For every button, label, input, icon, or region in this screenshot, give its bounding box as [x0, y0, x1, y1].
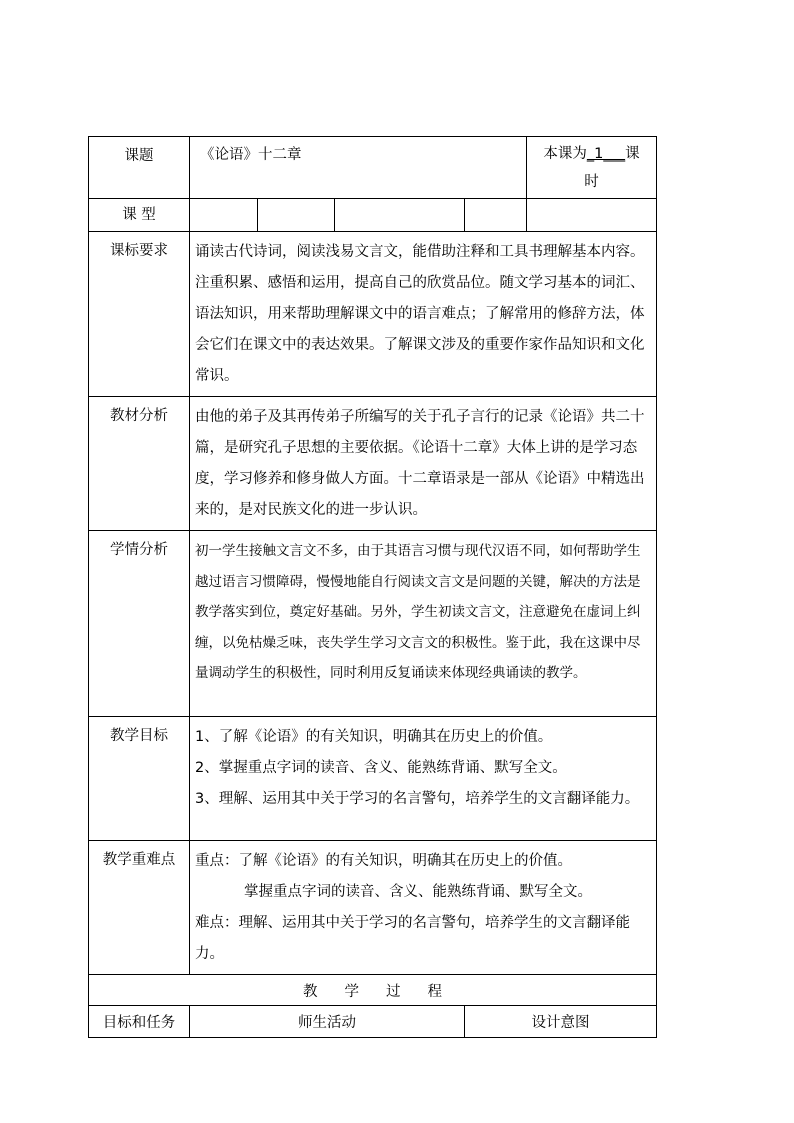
- curriculum-label: 课标要求: [89, 232, 190, 397]
- goal-item: 2、掌握重点字词的读音、含义、能熟练背诵、默写全文。: [195, 760, 567, 776]
- type-cell-3: [335, 199, 465, 232]
- header-design-intent: 设计意图: [465, 1006, 657, 1038]
- goal-item: 3、理解、运用其中关于学习的名言警句，培养学生的文言翻译能力。: [195, 791, 640, 807]
- topic-label: 课题: [89, 137, 190, 199]
- lesson-count: _1___: [586, 146, 626, 162]
- type-row: [89, 199, 657, 232]
- lesson-plan-table: [88, 136, 657, 1038]
- type-label: 课 型: [89, 199, 190, 232]
- process-row: [89, 975, 657, 1006]
- lesson-suffix: 课: [625, 146, 640, 162]
- curriculum-text: 诵读古代诗词，阅读浅易文言文，能借助注释和工具书理解基本内容。注重积累、感悟和运用，提高自己的欣赏品位。随文学习基本的词汇、语法知识，用来帮助理解课文中的语言难点；了解常用的修辞方法，体会它们在课文中的表达效果。了解课文涉及的重要作家作品知识和文化常识。: [190, 232, 657, 397]
- goals-label: 教学目标: [89, 717, 190, 841]
- lesson-count-cell: [527, 137, 657, 199]
- lesson-prefix: 本课为: [543, 146, 587, 162]
- goals-row: [89, 717, 657, 841]
- curriculum-row: [89, 232, 657, 397]
- header-activities: 师生活动: [190, 1006, 465, 1038]
- material-text: 由他的弟子及其再传弟子所编写的关于孔子言行的记录《论语》共二十篇，是研究孔子思想的主要依据。《论语十二章》大体上讲的是学习态度，学习修养和修身做人方面。十二章语录是一部从《论语》中精选出来的，是对民族文化的进一步认识。: [190, 397, 657, 531]
- type-cell-2: [258, 199, 335, 232]
- type-cell-1: [190, 199, 258, 232]
- key-point-1: 重点：了解《论语》的有关知识，明确其在历史上的价值。: [195, 853, 572, 869]
- goal-item: 1、了解《论语》的有关知识，明确其在历史上的价值。: [195, 729, 553, 745]
- keypoints-label: 教学重难点: [89, 841, 190, 975]
- goals-text: [190, 717, 657, 841]
- topic-row: [89, 137, 657, 199]
- type-cell-5: [527, 199, 657, 232]
- process-header-row: [89, 1006, 657, 1038]
- difficult-point: 难点：理解、运用其中关于学习的名言警句，培养学生的文言翻译能力。: [195, 915, 630, 962]
- process-title: 教学过程: [303, 983, 469, 1000]
- students-text: 初一学生接触文言文不多，由于其语言习惯与现代汉语不同，如何帮助学生越过语言习惯障碍，慢慢地能自行阅读文言文是问题的关键，解决的方法是教学落实到位，奠定好基础。另外，学生初读文言文，注意避免在虚词上纠缠，以免枯燥乏味，丧失学生学习文言文的积极性。鉴于此，我在这课中尽量调动学生的积极性，同时利用反复诵读来体现经典诵读的教学。: [190, 531, 657, 717]
- keypoints-row: [89, 841, 657, 975]
- material-row: [89, 397, 657, 531]
- material-label: 教材分析: [89, 397, 190, 531]
- process-title-cell: [89, 975, 657, 1006]
- keypoints-text: [190, 841, 657, 975]
- key-point-2: 掌握重点字词的读音、含义、能熟练背诵、默写全文。: [244, 884, 592, 900]
- type-cell-4: [465, 199, 527, 232]
- students-label: 学情分析: [89, 531, 190, 717]
- topic-value: 《论语》十二章: [190, 137, 527, 199]
- lesson-suffix-2: 时: [584, 174, 599, 190]
- header-goals-tasks: 目标和任务: [89, 1006, 190, 1038]
- students-row: [89, 531, 657, 717]
